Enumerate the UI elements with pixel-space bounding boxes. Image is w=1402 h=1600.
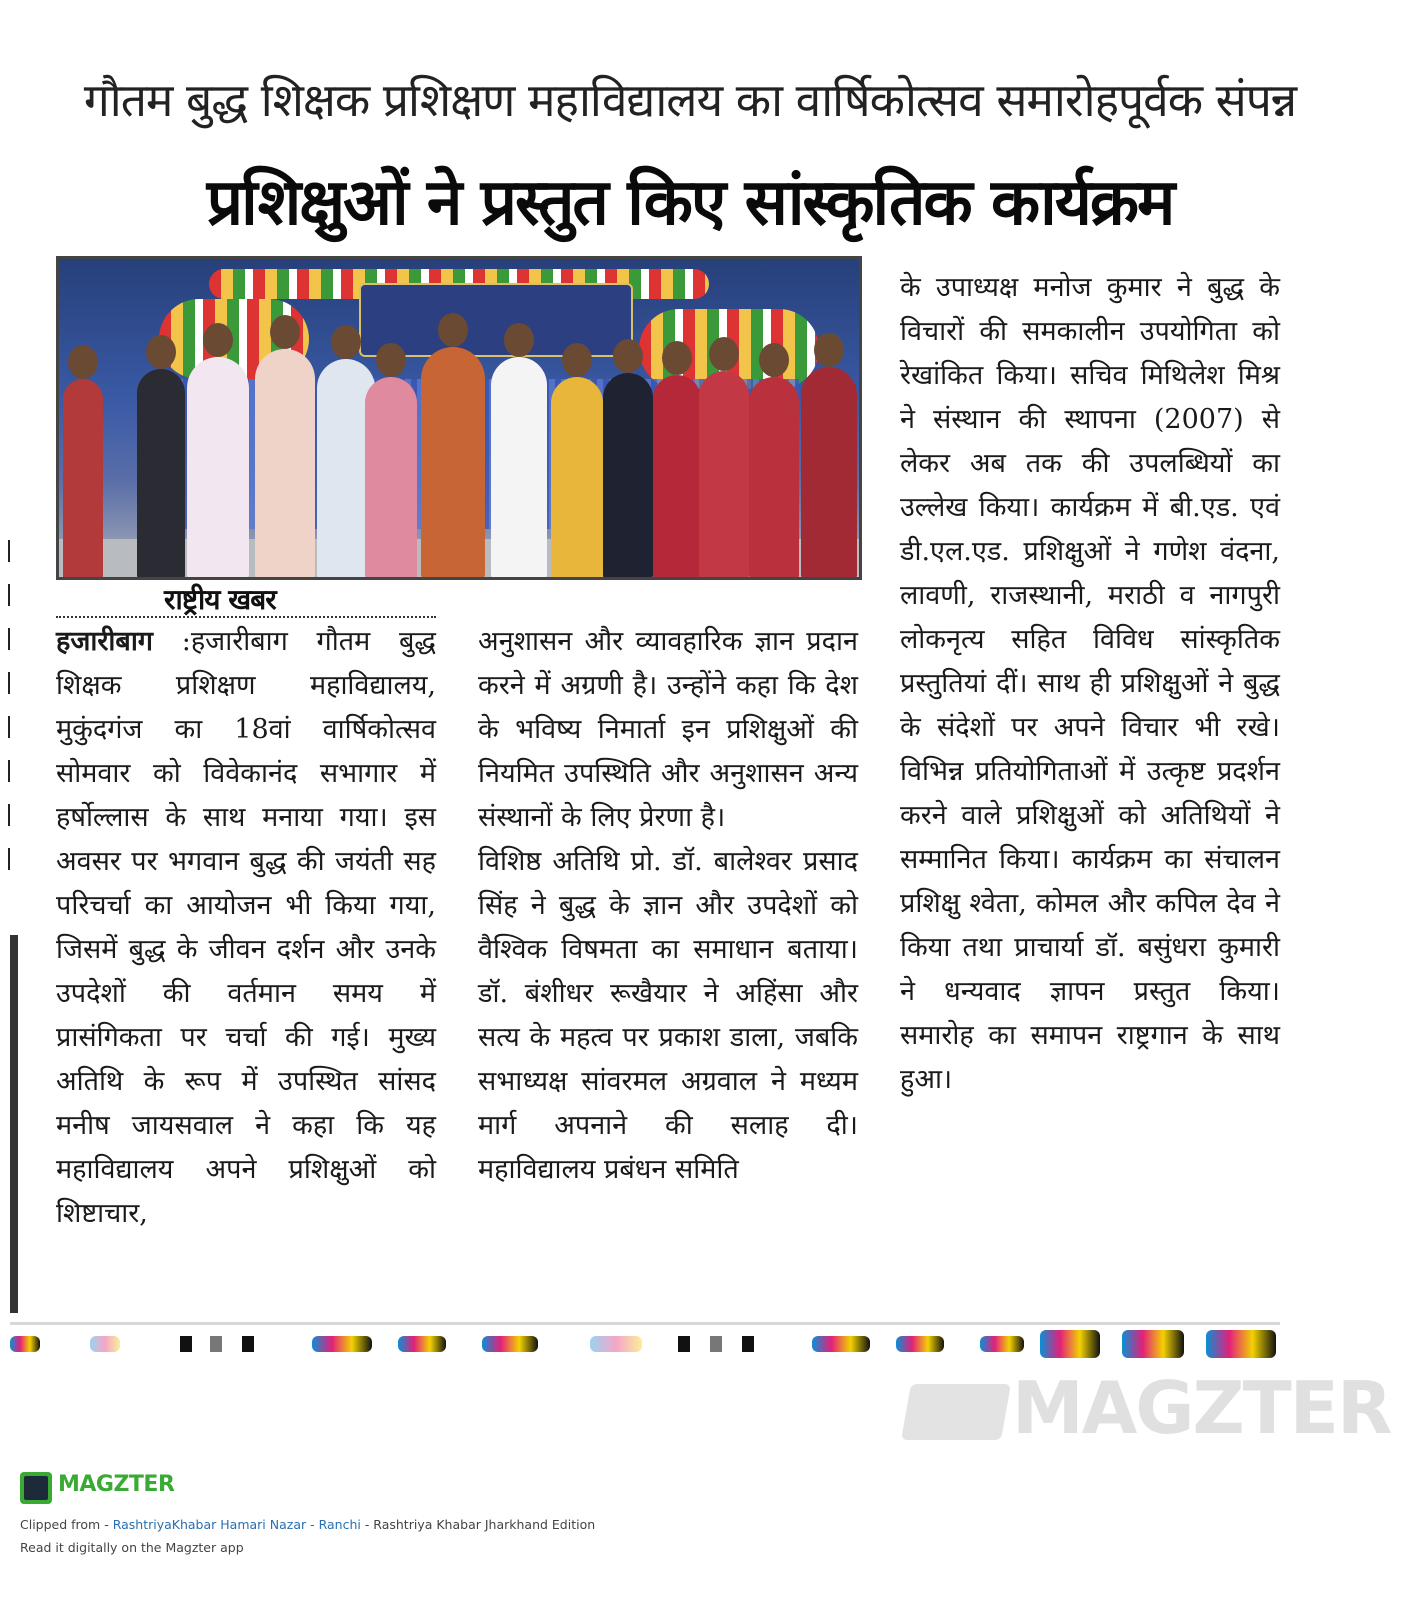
article-paragraph — [56, 620, 436, 1236]
masthead-label: राष्ट्रीय खबर — [164, 583, 276, 616]
person-figure — [137, 369, 185, 579]
clipped-prefix: Clipped from - — [20, 1517, 113, 1532]
person-figure — [699, 371, 749, 579]
article-paragraph: अनुशासन और व्यावहारिक ज्ञान प्रदान करने में अग्रणी है। उन्होंने कहा कि देश के भविष्य निमार्ता इन प्रशिक्षुओं की नियमित उपस्थिति और अनुशासन अन्य संस्थानों के लिए प्रेरणा है। — [478, 626, 858, 833]
source-suffix: - Rashtriya Khabar Jharkhand Edition — [360, 1517, 596, 1532]
clipped-from-line — [20, 1517, 595, 1532]
magzter-watermark: MAGZTER — [1012, 1366, 1391, 1450]
person-figure — [63, 379, 103, 579]
article-paragraph: विशिष्ठ अतिथि प्रो. डॉ. बालेश्वर प्रसाद सिंह ने बुद्ध के ज्ञान और उपदेशों को वैश्विक विषमता का समाधान बताया। डॉ. बंशीधर रूखैयार ने अहिंसा और सत्य के महत्व पर प्रकाश डाला, जबकि सभाध्यक्ष सांवरमल अग्रवाल ने मध्यम मार्ग अपनाने की सलाह दी। महाविद्यालय प्रबंधन समिति — [478, 846, 858, 1185]
person-figure — [653, 375, 701, 579]
article-column-3 — [900, 266, 1280, 1102]
magzter-logo-icon — [20, 1472, 52, 1504]
article-column-2 — [478, 620, 858, 1192]
person-figure — [603, 373, 653, 579]
event-photo — [56, 256, 862, 580]
dateline: हजारीबाग — [56, 626, 154, 657]
person-figure — [491, 357, 547, 579]
read-digitally-line: Read it digitally on the Magzter app — [20, 1540, 244, 1555]
magzter-watermark-icon — [901, 1384, 1011, 1440]
article-paragraph: के उपाध्यक्ष मनोज कुमार ने बुद्ध के विचारों की समकालीन उपयोगिता को रेखांकित किया। सचिव मिथिलेश मिश्र ने संस्थान की स्थापना (2007) से लेकर अब तक की उपलब्धियों का उल्लेख किया। कार्यक्रम में बी.एड. एवं डी.एल.एड. प्रशिक्षुओं ने गणेश वंदना, लावणी, राजस्थानी, मराठी व नागपुरी लोकनृत्य सहित विविध सांस्कृतिक प्रस्तुतियां दीं। साथ ही प्रशिक्षुओं ने बुद्ध के संदेशों पर अपने विचार भी रखे। विभिन्न प्रतियोगिताओं में उत्कृष्ट प्रदर्शन करने वाले प्रशिक्षुओं को अतिथियों ने सम्मानित किया। कार्यक्रम का संचालन प्रशिक्षु श्वेता, कोमल और कपिल देव ने किया तथा प्राचार्या डॉ. बसुंधरा कुमारी ने धन्यवाद ज्ञापन प्रस्तुत किया। समारोह का समापन राष्ट्रगान के साथ हुआ। — [900, 272, 1280, 1095]
print-rule — [10, 1322, 1280, 1325]
person-figure — [421, 347, 485, 579]
article-headline: प्रशिक्षुओं ने प्रस्तुत किए सांस्कृतिक कार्यक्रम — [206, 166, 1174, 240]
article-kicker: गौतम बुद्ध शिक्षक प्रशिक्षण महाविद्यालय का वार्षिकोत्सव समारोहपूर्वक संपन्न — [83, 73, 1297, 127]
print-registration-marks — [10, 1330, 1280, 1360]
page-edge-bar — [10, 935, 18, 1313]
article-column-1 — [56, 620, 436, 1236]
person-figure — [255, 349, 315, 579]
person-figure — [551, 377, 603, 579]
magzter-logo-text: MAGZTER — [58, 1472, 175, 1497]
source-link[interactable]: RashtriyaKhabar Hamari Nazar - Ranchi — [112, 1517, 361, 1532]
person-figure — [365, 377, 417, 579]
paragraph-text: :हजारीबाग गौतम बुद्ध शिक्षक प्रशिक्षण महाविद्यालय, मुकुंदगंज का 18वां वार्षिकोत्सव सोमवार को विवेकानंद सभागार में हर्षोल्लास के साथ मनाया गया। इस अवसर पर भगवान बुद्ध की जयंती सह परिचर्चा का आयोजन भी किया गया, जिसमें बुद्ध के जीवन दर्शन और उनके उपदेशों की वर्तमान समय में प्रासंगिकता पर चर्चा की गई। मुख्य अतिथि के रूप में उपस्थित सांसद मनीष जायसवाल ने कहा कि यह महाविद्यालय अपने प्रशिक्षुओं को शिष्टाचार, — [56, 626, 436, 1229]
newspaper-masthead — [56, 580, 436, 618]
person-figure — [749, 377, 799, 579]
person-figure — [801, 367, 857, 579]
page-edge-marks — [8, 540, 14, 892]
person-figure — [187, 357, 249, 579]
